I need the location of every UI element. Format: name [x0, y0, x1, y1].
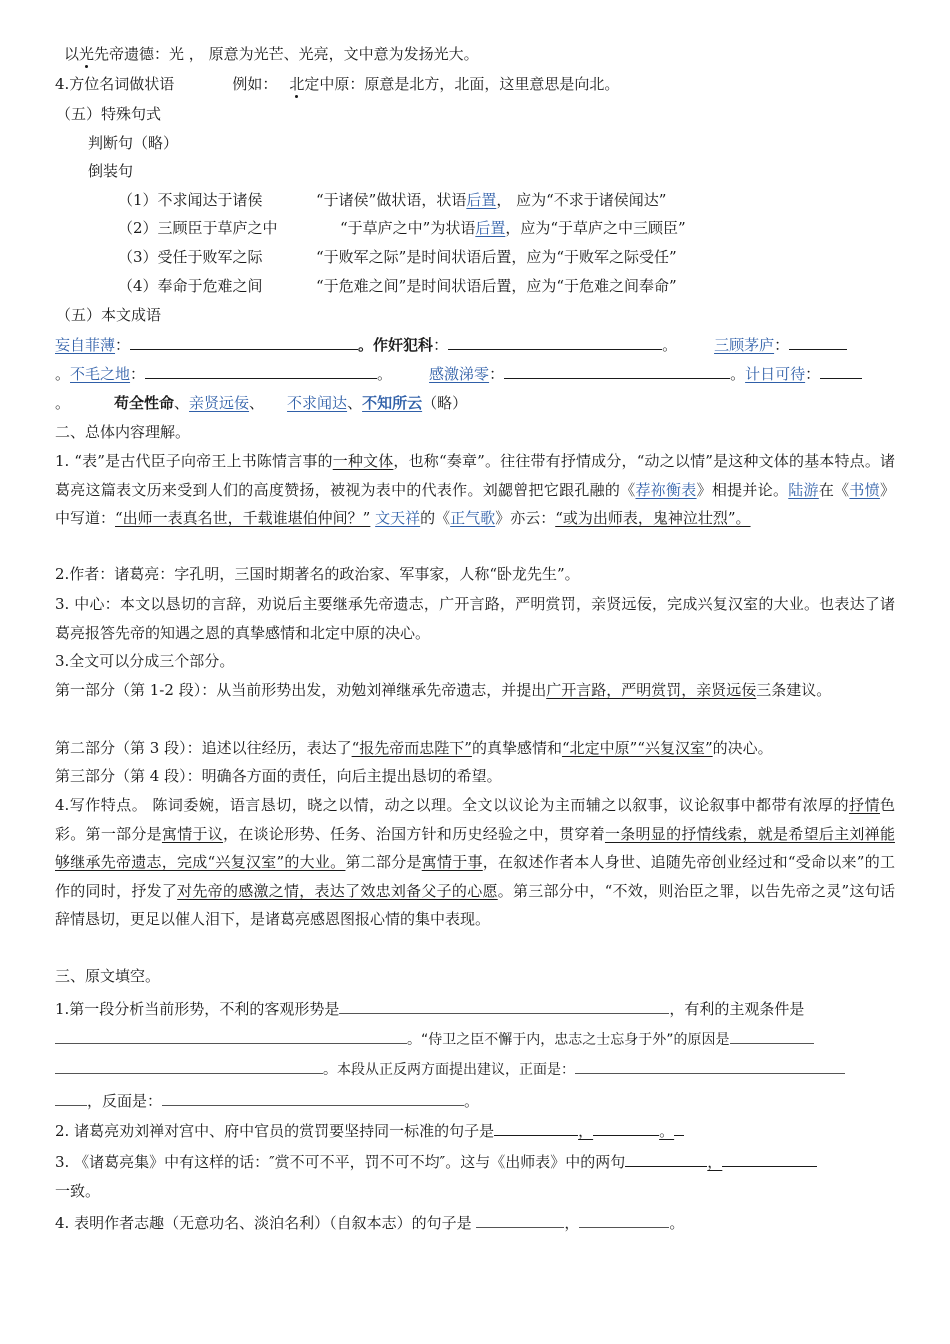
- text: 色彩。第一部分是: [55, 796, 895, 843]
- text: 以: [64, 45, 80, 63]
- underlined-text: 一种文体: [332, 452, 394, 470]
- link-shufen[interactable]: 书愤: [849, 480, 880, 499]
- answer-blank[interactable]: [339, 998, 669, 1014]
- idiom-link[interactable]: 不毛之地: [70, 365, 131, 383]
- text: 》亦云：: [495, 509, 556, 528]
- emphasis-char: 北: [289, 75, 305, 93]
- text: 3. 《诸葛亮集》中有这样的话：″赏不可不平，罚不可不均″。这与《出师表》中的两句: [55, 1153, 626, 1171]
- punct: 。: [55, 394, 71, 412]
- underlined-text: 寓情于事: [421, 853, 483, 872]
- fill-q3-line2: 一致。: [55, 1182, 101, 1200]
- punct: 。: [730, 365, 746, 383]
- text: ，反面是：: [87, 1092, 163, 1110]
- colon: ：: [774, 336, 790, 354]
- colon: ：: [115, 336, 131, 354]
- idiom-link[interactable]: 亲贤远佞: [189, 394, 250, 412]
- text: 4.方位名词做状语: [55, 75, 175, 93]
- fill-q1-line1: [55, 998, 895, 1019]
- link-houzhi[interactable]: 后置: [475, 219, 506, 237]
- fill-q4: [55, 1212, 895, 1233]
- text: 。“侍卫之臣不懈于内，忠志之士忘身于外”的原因是: [407, 1032, 730, 1048]
- link-zhengqige[interactable]: 正气歌: [450, 509, 496, 528]
- answer-blank[interactable]: [476, 1212, 564, 1228]
- idiom-link[interactable]: 计日可待: [745, 365, 806, 383]
- text: 定中原：原意是北方，北面，这里意思是向北。: [304, 75, 620, 93]
- answer-blank[interactable]: [820, 363, 862, 379]
- link-jianmiheng[interactable]: 荐祢衡表: [635, 480, 697, 499]
- idioms-line-3: [55, 393, 895, 413]
- overview-parts: 3.全文可以分成三个部分。: [55, 652, 235, 670]
- overview-center: 3. 中心：本文以恳切的言辞，劝说后主要继承先帝遗志，广开言路，严明赏罚，亲贤远佞，完成兴复汉室的大业。也表达了诸葛亮报答先帝的知遇之恩的真挚感情和北定中原的决心。: [55, 595, 895, 642]
- answer-blank[interactable]: [625, 1151, 707, 1167]
- colon: ：: [130, 365, 146, 383]
- text: ，也称“奏章”。往往带有抒情成分，“动之以情”是这种文体的基本特点。诸葛亮这篇表文历来受到人们的高度赞扬，被视为表中的代表作。刘勰曾把它跟孔融的《: [55, 452, 895, 499]
- text: 。本段从正反两方面提出建议，正面是：: [323, 1062, 575, 1078]
- punct: 。: [662, 336, 678, 354]
- fill-q1-line3: [55, 1058, 895, 1080]
- answer-blank[interactable]: [55, 1090, 87, 1106]
- answer-blank[interactable]: [162, 1090, 464, 1106]
- idiom-link[interactable]: 不求闻达: [287, 394, 348, 412]
- underlined-text: 寓情于议: [161, 824, 224, 843]
- underlined-text: 一条明显的抒情线索，就是希望后主刘禅能够继承先帝遗志，完成“兴复汉室”的大业。: [55, 824, 895, 872]
- idiom-link[interactable]: 妄自菲薄: [55, 336, 116, 354]
- underlined-quote: “或为出师表，鬼神泣壮烈”。: [555, 509, 751, 528]
- answer-blank[interactable]: [448, 334, 662, 350]
- item-explain: “于草庐之中”为状语: [340, 219, 476, 237]
- overview-part1: [55, 676, 895, 705]
- idiom-link[interactable]: 三顾茅庐: [714, 336, 775, 354]
- answer-blank[interactable]: [55, 1028, 407, 1044]
- item-explain: “于诸侯”做状语，状语: [316, 191, 467, 209]
- answer-blank[interactable]: [789, 334, 847, 350]
- answer-blank[interactable]: [593, 1120, 659, 1136]
- text: 第一部分（第 1-2 段）：从当前形势出发，劝勉刘禅继承先帝遗志，并提出: [55, 681, 547, 699]
- text: ，在谈论形势、任务、治国方针和历史经验之中，贯穿着: [223, 824, 605, 843]
- text: 。: [464, 1092, 480, 1110]
- punct: 。: [377, 365, 393, 383]
- answer-blank[interactable]: [722, 1151, 817, 1167]
- underlined-text: 抒情: [849, 796, 880, 814]
- idiom-link[interactable]: 感激涕零: [429, 365, 490, 383]
- colon: ：: [489, 365, 505, 383]
- idioms-line-2: [55, 363, 895, 384]
- overview-part2: [55, 738, 895, 758]
- text: 。第三部分中，“不效，则治臣之罪，以告先帝之灵”这句话辞情恳切，更足以催人泪下，是诸葛亮感恩图报心情的集中表现。: [55, 881, 895, 929]
- punct: 。: [358, 336, 374, 354]
- judgment-sentence: 判断句（略）: [88, 134, 179, 152]
- text: 在《: [818, 480, 850, 499]
- item-explain: “于危难之间”是时间状语后置，应为“于危难之间奉命”: [316, 277, 677, 295]
- answer-blank[interactable]: [494, 1120, 578, 1136]
- item-sentence: （3）受任于败军之际: [118, 248, 263, 266]
- overview-features: [55, 791, 895, 934]
- inverted-item-3: [118, 247, 895, 267]
- text: ，: [707, 1153, 723, 1171]
- text: 第二部分（第 3 段）：追述以往经历，表达了: [55, 739, 352, 757]
- text: 。: [659, 1122, 675, 1140]
- overview-heading: 二、总体内容理解。: [55, 423, 191, 441]
- sep: 、: [174, 394, 190, 412]
- overview-p1: [55, 447, 895, 533]
- text: 1.第一段分析当前形势，不利的客观形势是: [55, 1000, 340, 1018]
- answer-blank[interactable]: [55, 1058, 323, 1074]
- overview-author: 2.作者：诸葛亮：字孔明，三国时期著名的政治家、军事家，人称“卧龙先生”。: [55, 565, 580, 583]
- fill-q2: [55, 1120, 895, 1141]
- text: 三条建议。: [756, 681, 832, 699]
- overview-part3: 第三部分（第 4 段）：明确各方面的责任，向后主提出恳切的希望。: [55, 767, 502, 785]
- underlined-text: 广开言路，严明赏罚，亲贤远佞: [546, 681, 757, 699]
- underlined-quote: “出师一表真名世，千载谁堪伯仲间？”: [115, 509, 371, 528]
- text: 》相提并论。: [696, 480, 789, 499]
- punct: 。: [55, 365, 71, 383]
- colon: ：: [805, 365, 821, 383]
- text: ，在叙述作者本人身世、追随先帝创业经过和“受命以来”的工作的同时，抒发了: [55, 853, 895, 900]
- text: 第二部分是: [345, 853, 422, 872]
- item-sentence: （4）奉命于危难之间: [118, 277, 263, 295]
- colon: ：: [433, 336, 449, 354]
- fill-heading: 三、原文填空。: [55, 967, 161, 985]
- text: 的决心。: [712, 739, 773, 757]
- text: ，: [578, 1122, 594, 1140]
- text: 的《: [420, 509, 451, 528]
- item-explain: ， 应为“不求于诸侯闻达”: [496, 191, 667, 209]
- item-explain: ，应为“于草庐之中三顾臣”: [505, 219, 686, 237]
- text: 例如：: [232, 75, 278, 93]
- answer-blank[interactable]: [130, 334, 358, 350]
- answer-blank[interactable]: [504, 363, 730, 379]
- text: 2. 诸葛亮劝刘禅对宫中、府中官员的赏罚要坚持同一标准的句子是: [55, 1122, 495, 1140]
- line-fangwei: [55, 74, 895, 94]
- answer-blank[interactable]: [145, 363, 377, 379]
- underlined-text: 对先帝的感激之情，表达了效忠刘备父子的心愿: [177, 881, 498, 900]
- text: 。: [669, 1214, 685, 1232]
- answer-blank[interactable]: [730, 1028, 814, 1044]
- answer-blank[interactable]: [674, 1120, 684, 1136]
- sep: 、: [347, 394, 363, 412]
- line-guang: [64, 44, 895, 64]
- answer-blank[interactable]: [575, 1058, 845, 1074]
- underlined-text: “北定中原”“兴复汉室”: [561, 739, 713, 757]
- text: （略）: [422, 394, 468, 412]
- text: 的真挚感情和: [471, 739, 562, 757]
- answer-blank[interactable]: [579, 1212, 669, 1228]
- item-sentence: （2）三顾臣于草庐之中: [118, 219, 278, 237]
- item-sentence: （1）不求闻达于诸侯: [118, 191, 263, 209]
- text: 4.写作特点。 陈词委婉，语言恳切，晓之以情，动之以理。全文以议论为主而辅之以叙事，议论叙事中都带有浓厚的: [55, 796, 850, 814]
- special-heading: （五）特殊句式: [56, 105, 162, 123]
- fill-q1-line4: [55, 1090, 895, 1111]
- text: 1. “表”是古代臣子向帝王上书陈情言事的: [55, 452, 333, 470]
- fill-q1-line2: [55, 1028, 895, 1050]
- fill-q3-line1: [55, 1151, 895, 1172]
- inverted-item-4: [118, 276, 895, 296]
- text: 4. 表明作者志趣（无意功名、淡泊名利）（自叙本志）的句子是: [55, 1214, 477, 1232]
- inverted-item-2: [118, 218, 895, 238]
- idiom-bold: 作奸犯科: [373, 336, 434, 354]
- item-explain: “于败军之际”是时间状语后置，应为“于败军之际受任”: [316, 248, 677, 266]
- idioms-heading: （五）本文成语: [56, 306, 162, 324]
- emphasis-char: 光: [79, 45, 95, 63]
- idioms-line-1: [55, 334, 895, 355]
- inverted-sentence: 倒装句: [88, 162, 134, 180]
- text: ，有利的主观条件是: [669, 1000, 805, 1018]
- text: 先帝遗德：光 ， 原意为光芒、光亮，文中意为发扬光大。: [94, 45, 479, 63]
- underlined-text: “报先帝而忠陛下”: [351, 739, 472, 757]
- link-luyou[interactable]: 陆游: [788, 480, 819, 499]
- text: ，: [564, 1214, 580, 1232]
- link-wentianxiang[interactable]: 文天祥: [375, 509, 421, 528]
- text: 》中写道：: [55, 480, 895, 528]
- link-houzhi[interactable]: 后置: [466, 191, 497, 209]
- idiom-link[interactable]: 不知所云: [362, 394, 423, 412]
- idiom-bold: 苟全性命: [114, 394, 175, 412]
- inverted-item-1: [118, 190, 895, 210]
- sep: 、: [249, 394, 265, 412]
